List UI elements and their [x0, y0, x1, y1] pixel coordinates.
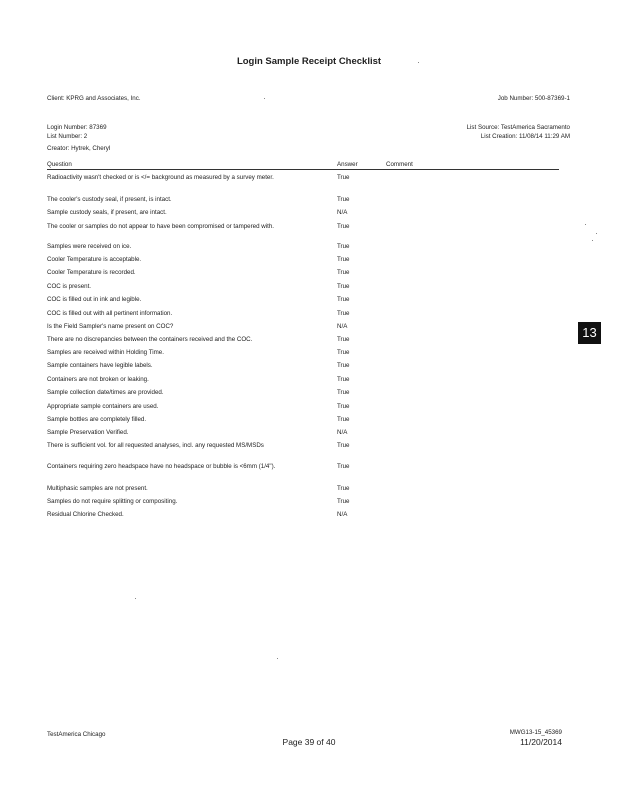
scan-speck	[135, 598, 136, 599]
list-creation: List Creation: 11/08/14 11:29 AM	[480, 133, 570, 140]
section-tab: 13	[578, 322, 601, 344]
answer-value: True	[337, 389, 350, 396]
question-text: There are no discrepancies between the containers received and the COC.	[47, 336, 253, 343]
answer-value: True	[337, 310, 350, 317]
answer-value: True	[337, 283, 350, 290]
list-number: List Number: 2	[47, 133, 88, 140]
question-text: Multiphasic samples are not present.	[47, 485, 148, 492]
answer-value: True	[337, 196, 350, 203]
answer-value: N/A	[337, 511, 348, 518]
question-text: The cooler's custody seal, if present, is intact.	[47, 196, 172, 203]
client-name: Client: KPRG and Associates, Inc.	[47, 95, 141, 102]
page-number: Page 39 of 40	[282, 737, 336, 747]
question-text: Residual Chlorine Checked.	[47, 511, 124, 518]
question-text: Cooler Temperature is acceptable.	[47, 256, 142, 263]
column-header-answer: Answer	[337, 161, 358, 168]
question-text: Sample custody seals, if present, are intact.	[47, 209, 167, 216]
answer-value: True	[337, 336, 350, 343]
list-source: List Source: TestAmerica Sacramento	[466, 124, 570, 131]
question-text: Containers are not broken or leaking.	[47, 376, 149, 383]
question-text: Samples do not require splitting or compositing.	[47, 498, 178, 505]
footer-reference: MWG13-15_45369	[509, 729, 562, 736]
column-header-comment: Comment	[386, 161, 413, 168]
scan-speck	[596, 233, 597, 234]
question-text: Is the Field Sampler's name present on COC?	[47, 323, 174, 330]
page-title: Login Sample Receipt Checklist	[236, 56, 382, 67]
question-text: The cooler or samples do not appear to have been compromised or tampered with.	[47, 223, 274, 230]
question-text: Samples were received on ice.	[47, 243, 132, 250]
answer-value: True	[337, 243, 350, 250]
answer-value: True	[337, 485, 350, 492]
answer-value: N/A	[337, 429, 348, 436]
question-text: Radioactivity wasn't checked or is </= background as measured by a survey meter.	[47, 174, 274, 181]
answer-value: True	[337, 416, 350, 423]
question-text: Appropriate sample containers are used.	[47, 403, 159, 410]
question-text: Cooler Temperature is recorded.	[47, 269, 136, 276]
scan-speck	[264, 98, 265, 99]
scan-speck	[277, 658, 278, 659]
answer-value: True	[337, 376, 350, 383]
answer-value: True	[337, 498, 350, 505]
answer-value: True	[337, 403, 350, 410]
footer-date: 11/20/2014	[520, 737, 562, 747]
answer-value: True	[337, 362, 350, 369]
question-text: COC is filled out with all pertinent information.	[47, 310, 173, 317]
login-number: Login Number: 87369	[47, 124, 107, 131]
header-divider	[47, 169, 559, 170]
question-text: COC is filled out in ink and legible.	[47, 296, 142, 303]
creator: Creator: Hytrek, Cheryl	[47, 145, 111, 152]
answer-value: N/A	[337, 209, 348, 216]
scan-speck	[585, 224, 586, 225]
answer-value: True	[337, 223, 350, 230]
scan-speck	[418, 62, 419, 63]
answer-value: True	[337, 296, 350, 303]
answer-value: True	[337, 442, 350, 449]
answer-value: True	[337, 256, 350, 263]
answer-value: True	[337, 463, 350, 470]
scan-speck	[592, 240, 593, 241]
question-text: Sample containers have legible labels.	[47, 362, 153, 369]
question-text: There is sufficient vol. for all requested analyses, incl. any requested MS/MSDs	[47, 442, 264, 449]
question-text: COC is present.	[47, 283, 92, 290]
column-header-question: Question	[47, 161, 72, 168]
question-text: Samples are received within Holding Time.	[47, 349, 164, 356]
question-text: Containers requiring zero headspace have no headspace or bubble is <6mm (1/4").	[47, 463, 276, 470]
question-text: Sample Preservation Verified.	[47, 429, 129, 436]
answer-value: N/A	[337, 323, 348, 330]
job-number: Job Number: 500-87369-1	[497, 95, 570, 102]
answer-value: True	[337, 174, 350, 181]
question-text: Sample collection date/times are provided.	[47, 389, 164, 396]
question-text: Sample bottles are completely filled.	[47, 416, 147, 423]
footer-lab-name: TestAmerica Chicago	[47, 731, 106, 738]
answer-value: True	[337, 349, 350, 356]
answer-value: True	[337, 269, 350, 276]
